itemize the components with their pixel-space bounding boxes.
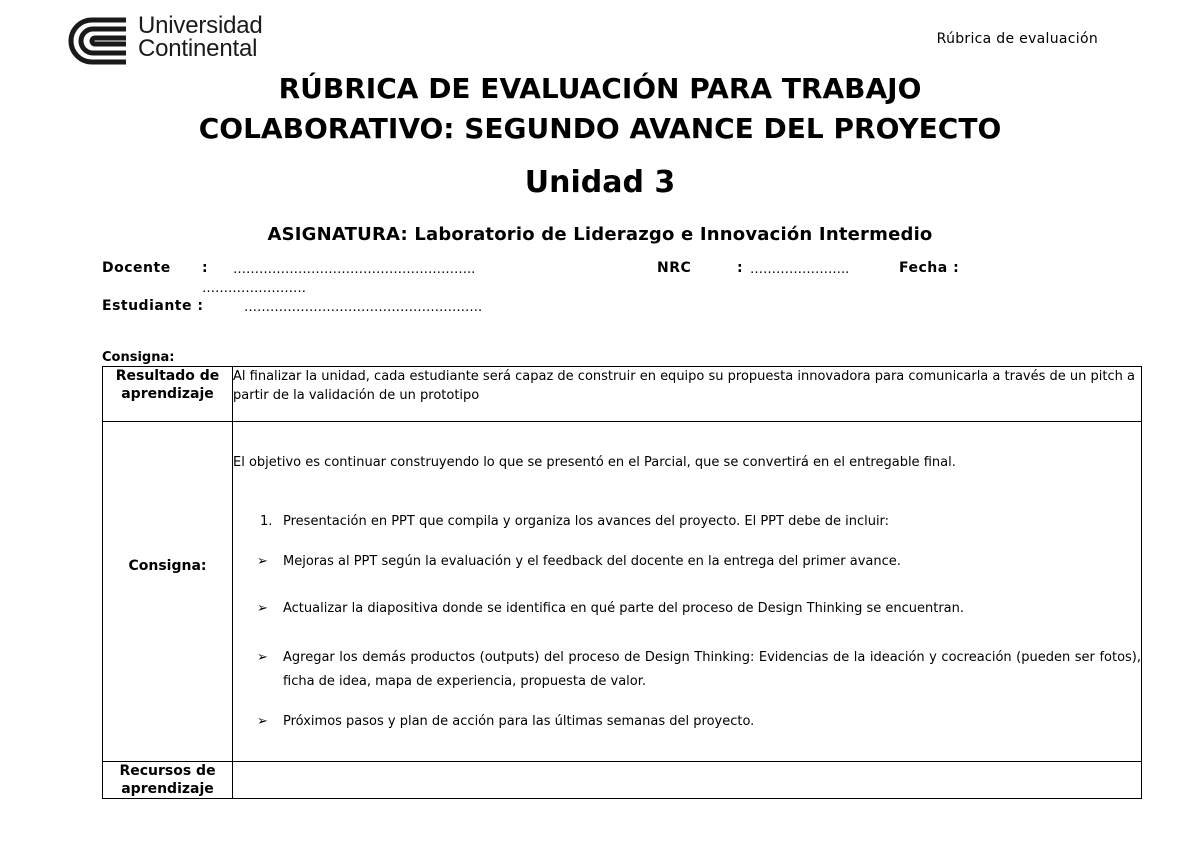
- docente-colon: :: [202, 260, 209, 276]
- page-title-line-2: COLABORATIVO: SEGUNDO AVANCE DEL PROYECTO: [198, 112, 1002, 145]
- bullet-text: Actualizar la diapositiva donde se identifica en qué parte del proceso de Design Thinking se encuentran.: [283, 601, 964, 616]
- subject-title: ASIGNATURA: Laboratorio de Liderazgo e Innovación Intermedio: [267, 224, 933, 245]
- bullet-text: Próximos pasos y plan de acción para las últimas semanas del proyecto.: [283, 714, 755, 729]
- document-type: Rúbrica de evaluación: [936, 31, 1098, 47]
- resultado-text: Al finalizar la unidad, cada estudiante será capaz de construir en equipo su propuesta innovadora para comunicarla a través de un pitch a partir de la validación de un prototipo: [233, 369, 1135, 403]
- logo-mark-icon: [68, 16, 130, 66]
- estudiante-field[interactable]: ……………………………………………….: [244, 300, 483, 315]
- list-item: [233, 512, 1141, 531]
- arrow-bullet-icon: ➢: [257, 650, 268, 665]
- list-number: 1.: [260, 514, 273, 529]
- consigna-label: Consigna:: [128, 557, 207, 574]
- rubric-table: [102, 366, 1142, 799]
- arrow-bullet-icon: ➢: [257, 714, 268, 729]
- estudiante-label: Estudiante :: [102, 298, 204, 314]
- table-row: [103, 367, 1142, 422]
- fecha-label: Fecha :: [899, 260, 960, 276]
- list-item: [233, 712, 1141, 731]
- bullet-text: Mejoras al PPT según la evaluación y el feedback del docente en la entrega del primer avance.: [283, 554, 901, 569]
- consigna-label-cell: [103, 422, 233, 762]
- docente-field[interactable]: ………………………………………………..: [233, 262, 476, 277]
- bullet-text: Agregar los demás productos (outputs) del proceso de Design Thinking: Evidencias de la ideación y cocreación (pueden ser fotos), ficha de idea, mapa de experiencia, propuesta de valor.: [283, 650, 1141, 689]
- docente-label: Docente: [102, 260, 171, 276]
- table-row: [103, 762, 1142, 799]
- university-logo: [68, 12, 288, 66]
- nrc-colon: :: [737, 260, 744, 276]
- unit-title: Unidad 3: [524, 165, 676, 200]
- list-item: [233, 599, 1141, 618]
- arrow-bullet-icon: ➢: [257, 554, 268, 569]
- list-item: [233, 552, 1141, 571]
- nrc-field[interactable]: …………………..: [750, 262, 850, 277]
- list-item: [233, 646, 1141, 694]
- resultado-label-cell: [103, 367, 233, 422]
- recursos-label: Recursos de aprendizaje: [119, 763, 216, 797]
- nrc-label: NRC: [657, 260, 692, 276]
- list-item-text: Presentación en PPT que compila y organiza los avances del proyecto. El PPT debe de incluir:: [283, 514, 890, 529]
- consigna-content-cell: [233, 422, 1142, 762]
- resultado-label: Resultado de aprendizaje: [115, 368, 220, 402]
- page-title-line-1: RÚBRICA DE EVALUACIÓN PARA TRABAJO: [278, 72, 922, 105]
- resultado-content-cell: [233, 367, 1142, 422]
- recursos-label-cell: [103, 762, 233, 799]
- table-row: [103, 422, 1142, 762]
- consigna-intro: El objetivo es continuar construyendo lo que se presentó en el Parcial, que se convertirá en el entregable final.: [233, 455, 956, 470]
- recursos-content-cell[interactable]: [233, 762, 1142, 799]
- consigna-heading: Consigna:: [102, 350, 175, 365]
- fecha-field[interactable]: ……………………: [202, 281, 306, 296]
- arrow-bullet-icon: ➢: [257, 601, 268, 616]
- logo-wordmark: [138, 14, 263, 60]
- logo-line-2: Continental: [138, 35, 258, 62]
- logo-line-1: Universidad: [138, 12, 263, 39]
